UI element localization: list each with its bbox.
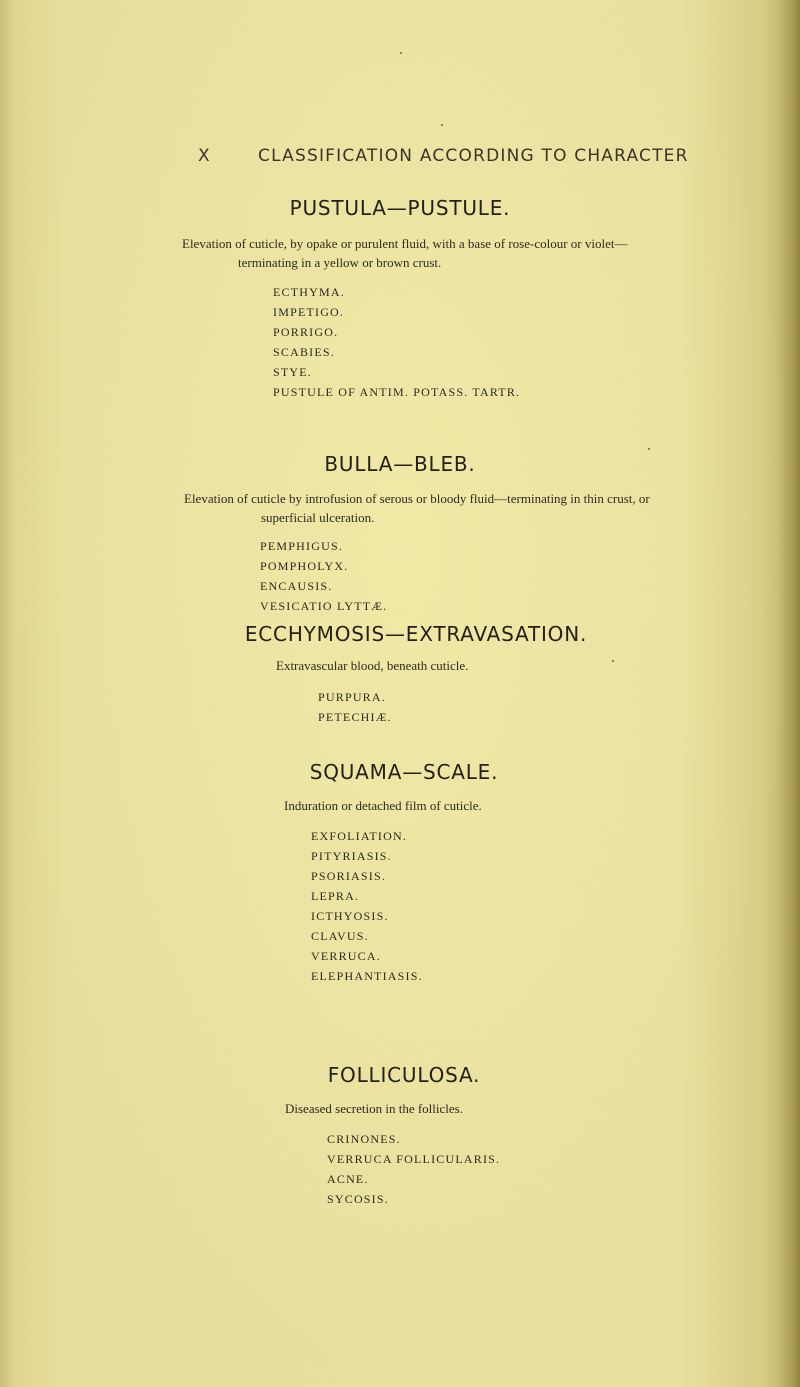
list-item: SCABIES. <box>273 345 335 359</box>
list-item: PSORIASIS. <box>311 869 387 883</box>
list-item: PETECHIÆ. <box>318 710 392 724</box>
list-item: VESICATIO LYTTÆ. <box>260 599 388 613</box>
list-item: LEPRA. <box>311 889 360 903</box>
paper-speck <box>612 660 614 662</box>
paper-speck <box>648 448 650 450</box>
list-item: ENCAUSIS. <box>260 579 333 593</box>
section-title-squama: SQUAMA—SCALE. <box>309 760 499 784</box>
list-item: EXFOLIATION. <box>311 829 408 843</box>
bulla-description-line1: Elevation of cuticle by introfusion of serous or bloody fluid—terminating in thin crust, or <box>184 491 650 506</box>
list-item: CRINONES. <box>327 1132 401 1146</box>
list-item: VERRUCA FOLLICULARIS. <box>327 1152 501 1166</box>
section-title-ecchymosis: ECCHYMOSIS—EXTRAVASATION. <box>244 622 588 646</box>
list-item: SYCOSIS. <box>327 1192 389 1206</box>
section-title-folliculosa: FOLLICULOSA. <box>327 1063 481 1087</box>
section-title-bulla: BULLA—BLEB. <box>324 452 476 476</box>
folliculosa-item-list <box>327 1129 500 1209</box>
list-item: ELEPHANTIASIS. <box>311 969 423 983</box>
list-item: ECTHYMA. <box>273 285 345 299</box>
ecchymosis-description: Extravascular blood, beneath cuticle. <box>276 658 469 673</box>
pustula-description-line2: terminating in a yellow or brown crust. <box>238 255 442 270</box>
list-item: PITYRIASIS. <box>311 849 392 863</box>
list-item: PURPURA. <box>318 690 386 704</box>
list-item: CLAVUS. <box>311 929 369 943</box>
list-item: IMPETIGO. <box>273 305 345 319</box>
list-item: ICTHYOSIS. <box>311 909 389 923</box>
squama-item-list <box>311 826 423 986</box>
paper-speck <box>400 52 402 54</box>
list-item: PUSTULE OF ANTIM. POTASS. TARTR. <box>273 385 521 399</box>
list-item: PEMPHIGUS. <box>260 539 344 553</box>
paper-speck <box>441 124 443 126</box>
pustula-description-line1: Elevation of cuticle, by opake or purulent fluid, with a base of rose-colour or violet— <box>182 236 628 251</box>
ecchymosis-item-list <box>318 687 392 727</box>
pustula-item-list <box>273 282 520 402</box>
folliculosa-description: Diseased secretion in the follicles. <box>285 1101 463 1116</box>
section-title-pustula: PUSTULA—PUSTULE. <box>289 196 511 220</box>
squama-description: Induration or detached film of cuticle. <box>284 798 482 813</box>
list-item: VERRUCA. <box>311 949 381 963</box>
running-head-title: CLASSIFICATION ACCORDING TO CHARACTER <box>258 146 689 166</box>
list-item: POMPHOLYX. <box>260 559 349 573</box>
bulla-description-line2: superficial ulceration. <box>261 510 375 525</box>
running-head-number: X <box>198 146 211 166</box>
bulla-item-list <box>260 536 387 616</box>
list-item: STYE. <box>273 365 312 379</box>
list-item: ACNE. <box>327 1172 369 1186</box>
list-item: PORRIGO. <box>273 325 339 339</box>
